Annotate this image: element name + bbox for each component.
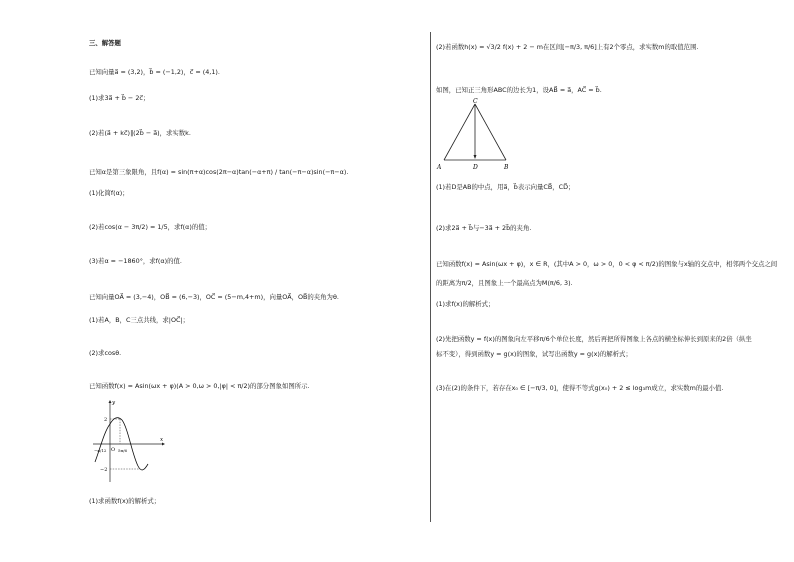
q4-stem: 已知函数f(x) = Asin(ωx + φ)(A > 0,ω > 0,|φ| < π/2)的部分图象如图所示.	[89, 382, 310, 390]
tick-neg2: −2	[100, 467, 108, 473]
tick-right: 5π/6	[118, 448, 128, 453]
q5-stem: 如图，已知正三角形ABC的边长为1，设AB⃗ = a⃗，AC⃗ = b⃗.	[436, 86, 602, 94]
vertex-a: A	[437, 164, 442, 171]
q4-part2: (2)若函数h(x) = √3/2 f(x) + 2 − m在区间[−π/3, π/6]上有2个零点，求实数m的取值范围.	[436, 43, 699, 51]
section-heading: 三、解答题	[89, 39, 121, 47]
x-axis-label: x	[160, 437, 164, 443]
tick-left: −π/12	[94, 448, 107, 453]
q2-part1: (1)化简f(α)；	[89, 189, 129, 197]
q6-part3: (3)在(2)的条件下，若存在x₀ ∈ [−π/3, 0]，使得不等式g(x₀) + 2 ≤ log₃m成立，求实数m的最小值.	[436, 384, 724, 392]
q1-part1: (1)求3a⃗ + b⃗ − 2c⃗；	[89, 94, 150, 102]
q6-part2-line2: 标不变），得到函数y = g(x)的图象，试写出函数y = g(x)的解析式；	[436, 350, 632, 358]
triangle-figure	[434, 96, 520, 176]
q3-stem: 已知向量OA⃗ = (3,−4)，OB⃗ = (6,−3)，OC⃗ = (5−m,4+m)，向量OA⃗，OB⃗的夹角为θ.	[89, 293, 339, 301]
q5-part1: (1)若D是AB的中点，用a⃗，b⃗表示向量CB⃗，CD⃗；	[436, 183, 575, 191]
vertex-b: B	[504, 164, 509, 171]
q3-part2: (2)求cosθ.	[89, 349, 122, 357]
point-d: D	[473, 164, 478, 171]
tick-2: 2	[104, 417, 108, 423]
q6-part1: (1)求f(x)的解析式；	[436, 300, 495, 308]
q2-part3: (3)若α = −1860°，求f(α)的值.	[89, 257, 182, 265]
q4-part1: (1)求函数f(x)的解析式；	[89, 497, 161, 505]
q6-stem-line2: 的距离为π/2，且图象上一个最高点为M(π/6, 3).	[436, 279, 573, 287]
sine-graph	[90, 394, 170, 486]
y-axis-label: y	[112, 400, 116, 406]
q5-part2: (2)求2a⃗ + b⃗与−3a⃗ + 2b⃗的夹角.	[436, 224, 532, 232]
origin-label: O	[111, 447, 116, 453]
q6-part2-line1: (2)先把函数y = f(x)的图象向左平移π/6个单位长度，然后再把所得图象上各点的横坐标伸长到原来的2倍（纵坐	[436, 335, 752, 343]
column-divider	[430, 32, 431, 522]
q1-stem: 已知向量a⃗ = (3,2)，b⃗ = (−1,2)，c⃗ = (4,1).	[89, 68, 220, 76]
vertex-c: C	[473, 98, 478, 105]
q3-part1: (1)若A，B，C三点共线，求|OC⃗|；	[89, 316, 189, 324]
q2-stem: 已知α是第三象限角，且f(α) = sin(π+α)cos(2π−α)tan(−α+π) / tan(−π−α)sin(−π−α).	[89, 168, 349, 176]
q6-stem-line1: 已知函数f(x) = Asin(ωx + φ)，x ∈ R，(其中A > 0，ω > 0，0 < φ < π/2)的图象与x轴的交点中，相邻两个交点之间	[436, 260, 778, 268]
q1-part2: (2)若(a⃗ + kc⃗)∥(2b⃗ − a⃗)，求实数k.	[89, 129, 191, 137]
q2-part2: (2)若cos(α − 3π/2) = 1/5，求f(α)的值；	[89, 223, 212, 231]
